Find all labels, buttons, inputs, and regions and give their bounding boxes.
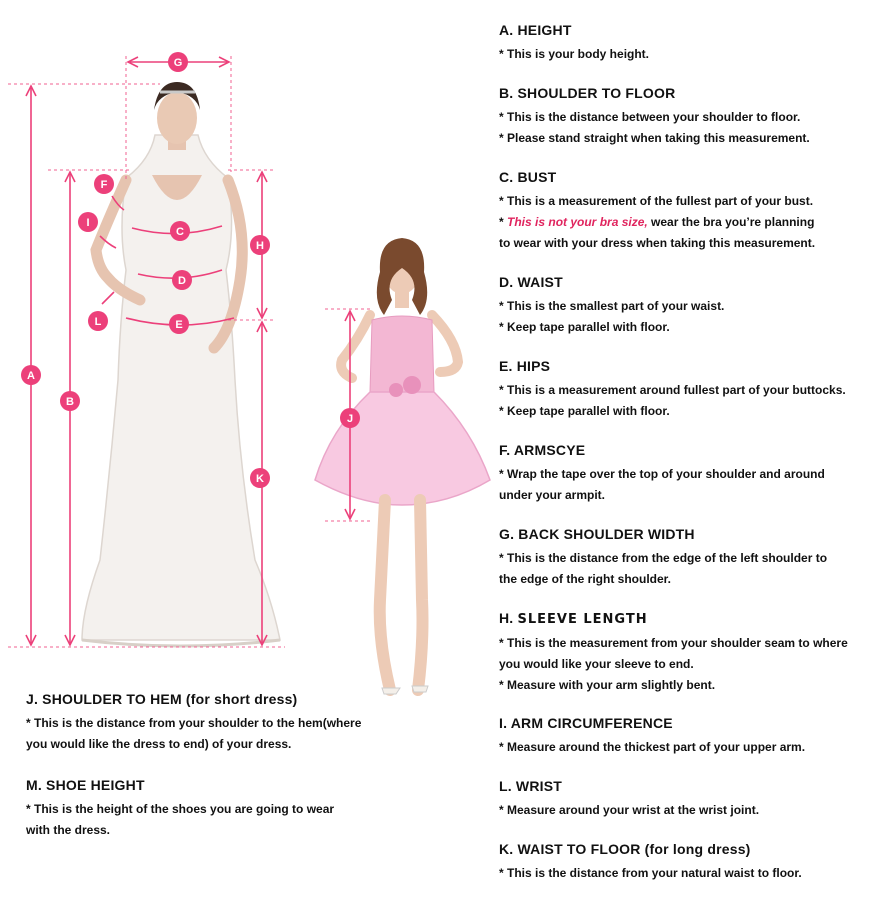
section-line: to wear with your dress when taking this measurement. bbox=[499, 236, 816, 250]
section-line: the edge of the right shoulder. bbox=[499, 572, 672, 586]
section-title: B. SHOULDER TO FLOOR bbox=[499, 85, 676, 101]
section-title: A. HEIGHT bbox=[499, 22, 572, 38]
section-wrist bbox=[499, 778, 759, 821]
section-title: C. BUST bbox=[499, 169, 557, 185]
label-h bbox=[250, 235, 270, 255]
svg-text:F: F bbox=[100, 179, 108, 191]
section-line: * Wrap the tape over the top of your shoulder and around bbox=[499, 467, 825, 481]
section-title: I. ARM CIRCUMFERENCE bbox=[499, 715, 673, 731]
section-title bbox=[499, 610, 848, 627]
svg-text:B: B bbox=[66, 396, 74, 408]
label-f bbox=[94, 174, 114, 194]
section-line: you would like your sleeve to end. bbox=[499, 657, 694, 671]
section-title: E. HIPS bbox=[499, 358, 551, 374]
section-line-rest: wear the bra you’re planning bbox=[647, 215, 815, 229]
section-line: * Keep tape parallel with floor. bbox=[499, 320, 670, 334]
label-b bbox=[60, 391, 80, 411]
section-line: you would like the dress to end) of your dress. bbox=[26, 737, 292, 751]
label-k bbox=[250, 468, 270, 488]
section-title: K. WAIST TO FLOOR (for long dress) bbox=[499, 841, 751, 857]
label-l bbox=[88, 311, 108, 331]
svg-text:L: L bbox=[94, 316, 102, 328]
section-line: * This is the distance from your shoulder to the hem(where bbox=[26, 716, 362, 730]
section-line: * Keep tape parallel with floor. bbox=[499, 404, 670, 418]
section-line: * This is the distance from the edge of the left shoulder to bbox=[499, 551, 828, 565]
long-dress-model bbox=[82, 82, 280, 646]
section-line: with the dress. bbox=[26, 823, 111, 837]
svg-text:C: C bbox=[176, 226, 184, 238]
svg-text:G: G bbox=[173, 57, 183, 69]
section-line: * This is the smallest part of your waist. bbox=[499, 299, 725, 313]
section-hips bbox=[499, 358, 846, 422]
section-line: * This is the height of the shoes you are going to wear bbox=[26, 802, 335, 816]
section-line: * Measure around the thickest part of your upper arm. bbox=[499, 740, 806, 754]
svg-text:A: A bbox=[27, 370, 35, 382]
section-title: L. WRIST bbox=[499, 778, 563, 794]
section-line: * This is the distance from your natural waist to floor. bbox=[499, 866, 802, 880]
label-j bbox=[340, 408, 360, 428]
bra-size-warning: This is not your bra size, bbox=[507, 215, 648, 229]
section-sleeve-length bbox=[499, 610, 848, 696]
bullet: * bbox=[499, 215, 508, 229]
svg-text:K: K bbox=[256, 473, 264, 485]
section-waist bbox=[499, 274, 724, 338]
section-title-rest: SLEEVE LENGTH bbox=[517, 612, 648, 627]
section-shoulder-to-floor bbox=[499, 85, 810, 149]
section-line: * Measure with your arm slightly bent. bbox=[499, 678, 716, 692]
section-shoe-height bbox=[26, 777, 334, 841]
short-dress-model bbox=[315, 238, 490, 694]
svg-text:H: H bbox=[256, 240, 264, 252]
section-title: G. BACK SHOULDER WIDTH bbox=[499, 526, 695, 542]
section-line: * This is your body height. bbox=[499, 47, 650, 61]
label-c bbox=[170, 221, 190, 241]
label-a bbox=[21, 365, 41, 385]
section-title: J. SHOULDER TO HEM (for short dress) bbox=[26, 691, 298, 707]
svg-text:I: I bbox=[86, 217, 90, 229]
svg-text:D: D bbox=[178, 275, 186, 287]
svg-text:J: J bbox=[346, 413, 354, 425]
section-title: D. WAIST bbox=[499, 274, 563, 290]
section-title: M. SHOE HEIGHT bbox=[26, 777, 145, 793]
section-title: F. ARMSCYE bbox=[499, 442, 586, 458]
section-armscye bbox=[499, 442, 825, 506]
section-line: * This is the distance between your shoulder to floor. bbox=[499, 110, 801, 124]
label-g bbox=[168, 52, 188, 72]
section-back-shoulder-width bbox=[499, 526, 827, 590]
section-line bbox=[499, 212, 815, 233]
section-line: * This is a measurement of the fullest part of your bust. bbox=[499, 194, 814, 208]
label-i bbox=[78, 212, 98, 232]
section-title-prefix: H. bbox=[499, 610, 518, 626]
label-e bbox=[169, 314, 189, 334]
section-line: * Please stand straight when taking this measurement. bbox=[499, 131, 810, 145]
svg-text:E: E bbox=[175, 319, 183, 331]
section-arm-circumference bbox=[499, 715, 805, 758]
label-d bbox=[172, 270, 192, 290]
section-line: under your armpit. bbox=[499, 488, 606, 502]
section-bust bbox=[499, 169, 815, 254]
section-line: * This is the measurement from your shoulder seam to where bbox=[499, 636, 848, 650]
section-line: * This is a measurement around fullest part of your buttocks. bbox=[499, 383, 846, 397]
measurement-illustration bbox=[0, 0, 500, 700]
section-line: * Measure around your wrist at the wrist joint. bbox=[499, 803, 760, 817]
section-height bbox=[499, 22, 649, 65]
section-shoulder-to-hem bbox=[26, 691, 361, 755]
section-waist-to-floor bbox=[499, 841, 802, 884]
